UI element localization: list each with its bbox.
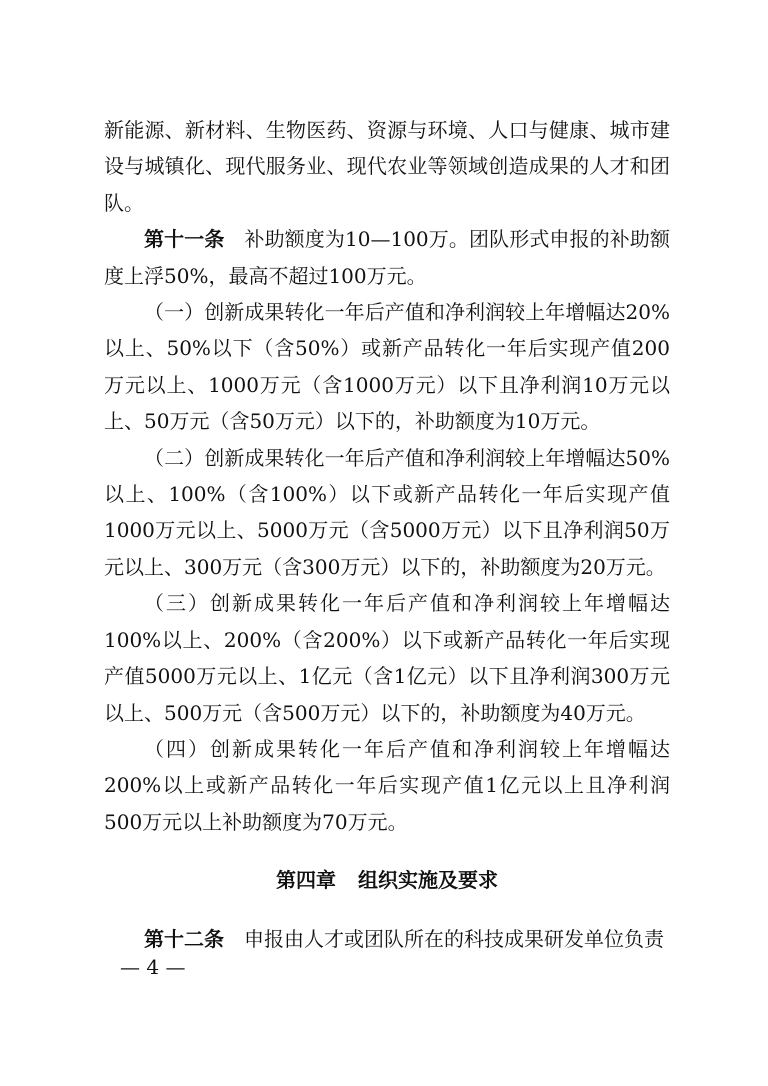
chapter-number: 第四章	[276, 868, 336, 893]
article-12-text: 申报由人才或团队所在的科技成果研发单位负责	[244, 926, 664, 951]
article-11-label: 第十一条	[144, 227, 225, 252]
paragraph-intro: 新能源、新材料、生物医药、资源与环境、人口与健康、城市建设与城镇化、现代服务业、现代农业等领域创造成果的人才和团队。	[104, 118, 670, 215]
article-12-label: 第十二条	[144, 926, 224, 951]
item-4: （四）创新成果转化一年后产值和净利润较上年增幅达200%以上或新产品转化一年后实现产值1亿元以上且净利润500万元以上补助额度为70万元。	[104, 736, 670, 834]
item-2: （二）创新成果转化一年后产值和净利润较上年增幅达50%以上、100%（含100%）以下或新产品转化一年后实现产值1000万元以上、5000万元（含5000万元）以下且净利润50万元以上、300万元（含300万元）以下的，补助额度为20万元。	[104, 445, 670, 579]
chapter-title: 组织实施及要求	[358, 868, 498, 893]
chapter-heading	[104, 862, 670, 898]
document-body	[104, 112, 670, 957]
article-11-text: 补助额度为10—100万。团队形式申报的补助额度上浮50%，最高不超过100万元。	[104, 227, 670, 288]
article-12	[104, 921, 670, 957]
page-number: — 4 —	[120, 955, 186, 979]
item-1: （一）创新成果转化一年后产值和净利润较上年增幅达20%以上、50%以下（含50%）或新产品转化一年后实现产值200万元以上、1000万元（含1000万元）以下且净利润10万元以上、50万元（含50万元）以下的，补助额度为10万元。	[104, 300, 670, 434]
article-11	[104, 221, 670, 294]
item-3: （三）创新成果转化一年后产值和净利润较上年增幅达100%以上、200%（含200%）以下或新产品转化一年后实现产值5000万元以上、1亿元（含1亿元）以下且净利润300万元以上、500万元（含500万元）以下的，补助额度为40万元。	[104, 591, 670, 725]
